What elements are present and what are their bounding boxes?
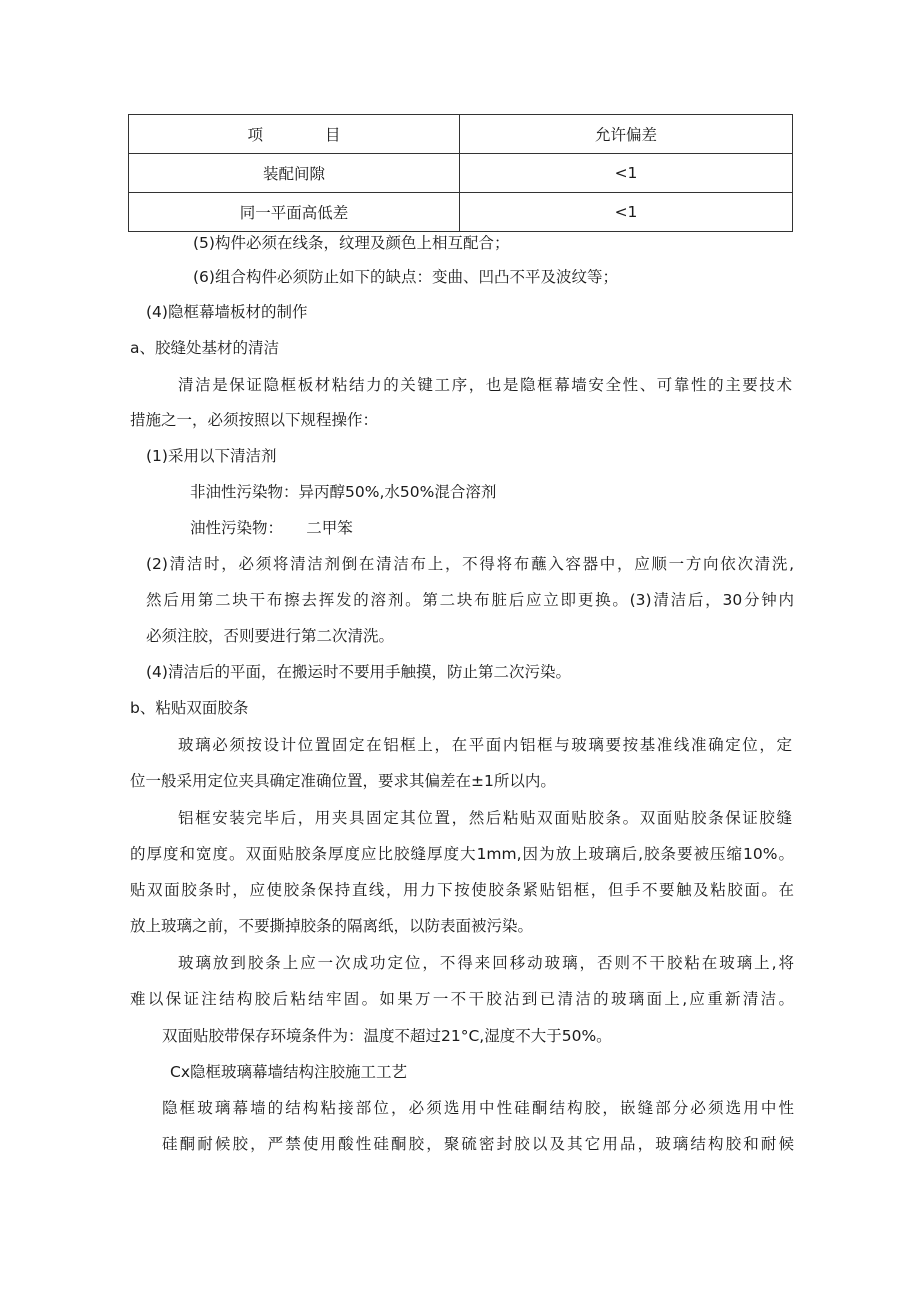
text-line: 措施之一，必须按照以下规程操作： <box>130 411 379 429</box>
text-line: 双面贴胶带保存环境条件为：温度不超过21°C,湿度不大于50%。 <box>162 1027 612 1045</box>
text-line: 隐框玻璃幕墙的结构粘接部位，必须选用中性硅酮结构胶，嵌缝部分必须选用中性 <box>162 1099 794 1117</box>
subsection-heading: b、粘贴双面胶条 <box>130 699 249 717</box>
tolerance-table <box>128 114 793 232</box>
text-line: 位一般采用定位夹具确定准确位置，要求其偏差在±1所以内。 <box>130 772 556 790</box>
text-line: (2)清洁时，必须将清洁剂倒在清洁布上，不得将布蘸入容器中，应顺一方向依次清洗, <box>146 555 794 573</box>
text-line: (5)构件必须在线条，纹理及颜色上相互配合； <box>193 234 510 252</box>
text-line: 非油性污染物：异丙醇50%,水50%混合溶剂 <box>190 483 497 501</box>
text-line: 放上玻璃之前，不要撕掉胶条的隔离纸，以防表面被污染。 <box>130 917 534 935</box>
table-cell: 同一平面高低差 <box>129 193 460 232</box>
text-line: 必须注胶，否则要进行第二次清洗。 <box>146 627 395 645</box>
text-line: 贴双面胶条时，应使胶条保持直线，用力下按使胶条紧贴铝框，但手不要触及粘胶面。在 <box>130 881 794 899</box>
subsection-heading: a、胶缝处基材的清洁 <box>130 339 279 357</box>
table-header-tolerance: 允许偏差 <box>460 115 793 154</box>
section-heading: (4)隐框幕墙板材的制作 <box>146 303 308 321</box>
text-line: 玻璃放到胶条上应一次成功定位，不得来回移动玻璃，否则不干胶粘在玻璃上,将 <box>178 954 794 972</box>
table-header-item: 项 目 <box>129 115 460 154</box>
text-line: (6)组合构件必须防止如下的缺点：变曲、凹凸不平及波纹等； <box>193 268 618 286</box>
section-heading: Cx隐框玻璃幕墙结构注胶施工工艺 <box>170 1063 407 1081</box>
text-line: 铝框安装完毕后，用夹具固定其位置，然后粘贴双面贴胶条。双面贴胶条保证胶缝 <box>178 809 792 827</box>
text-line: 清洁是保证隐框板材粘结力的关键工序，也是隐框幕墙安全性、可靠性的主要技术 <box>178 376 792 394</box>
text-line: 难以保证注结构胶后粘结牢固。如果万一不干胶沾到已清洁的玻璃面上,应重新清洁。 <box>130 990 794 1008</box>
table-row <box>129 193 793 232</box>
table-cell: <1 <box>460 154 793 193</box>
text-line: 硅酮耐候胶，严禁使用酸性硅酮胶，聚硫密封胶以及其它用品，玻璃结构胶和耐候 <box>162 1135 794 1153</box>
table-header-row <box>129 115 793 154</box>
text-line: 的厚度和宽度。双面贴胶条厚度应比胶缝厚度大1mm,因为放上玻璃后,胶条要被压缩10%。 <box>130 845 794 863</box>
text-line: 油性污染物： 二甲笨 <box>190 519 353 537</box>
table-cell: <1 <box>460 193 793 232</box>
text-line: (1)采用以下清洁剂 <box>146 447 277 465</box>
table-cell: 装配间隙 <box>129 154 460 193</box>
text-line: (4)清洁后的平面，在搬运时不要用手触摸，防止第二次污染。 <box>146 663 571 681</box>
text-line: 然后用第二块干布擦去挥发的溶剂。第二块布脏后应立即更换。(3)清洁后，30分钟内 <box>146 591 794 609</box>
table-row <box>129 154 793 193</box>
text-line: 玻璃必须按设计位置固定在铝框上，在平面内铝框与玻璃要按基准线准确定位，定 <box>178 736 792 754</box>
